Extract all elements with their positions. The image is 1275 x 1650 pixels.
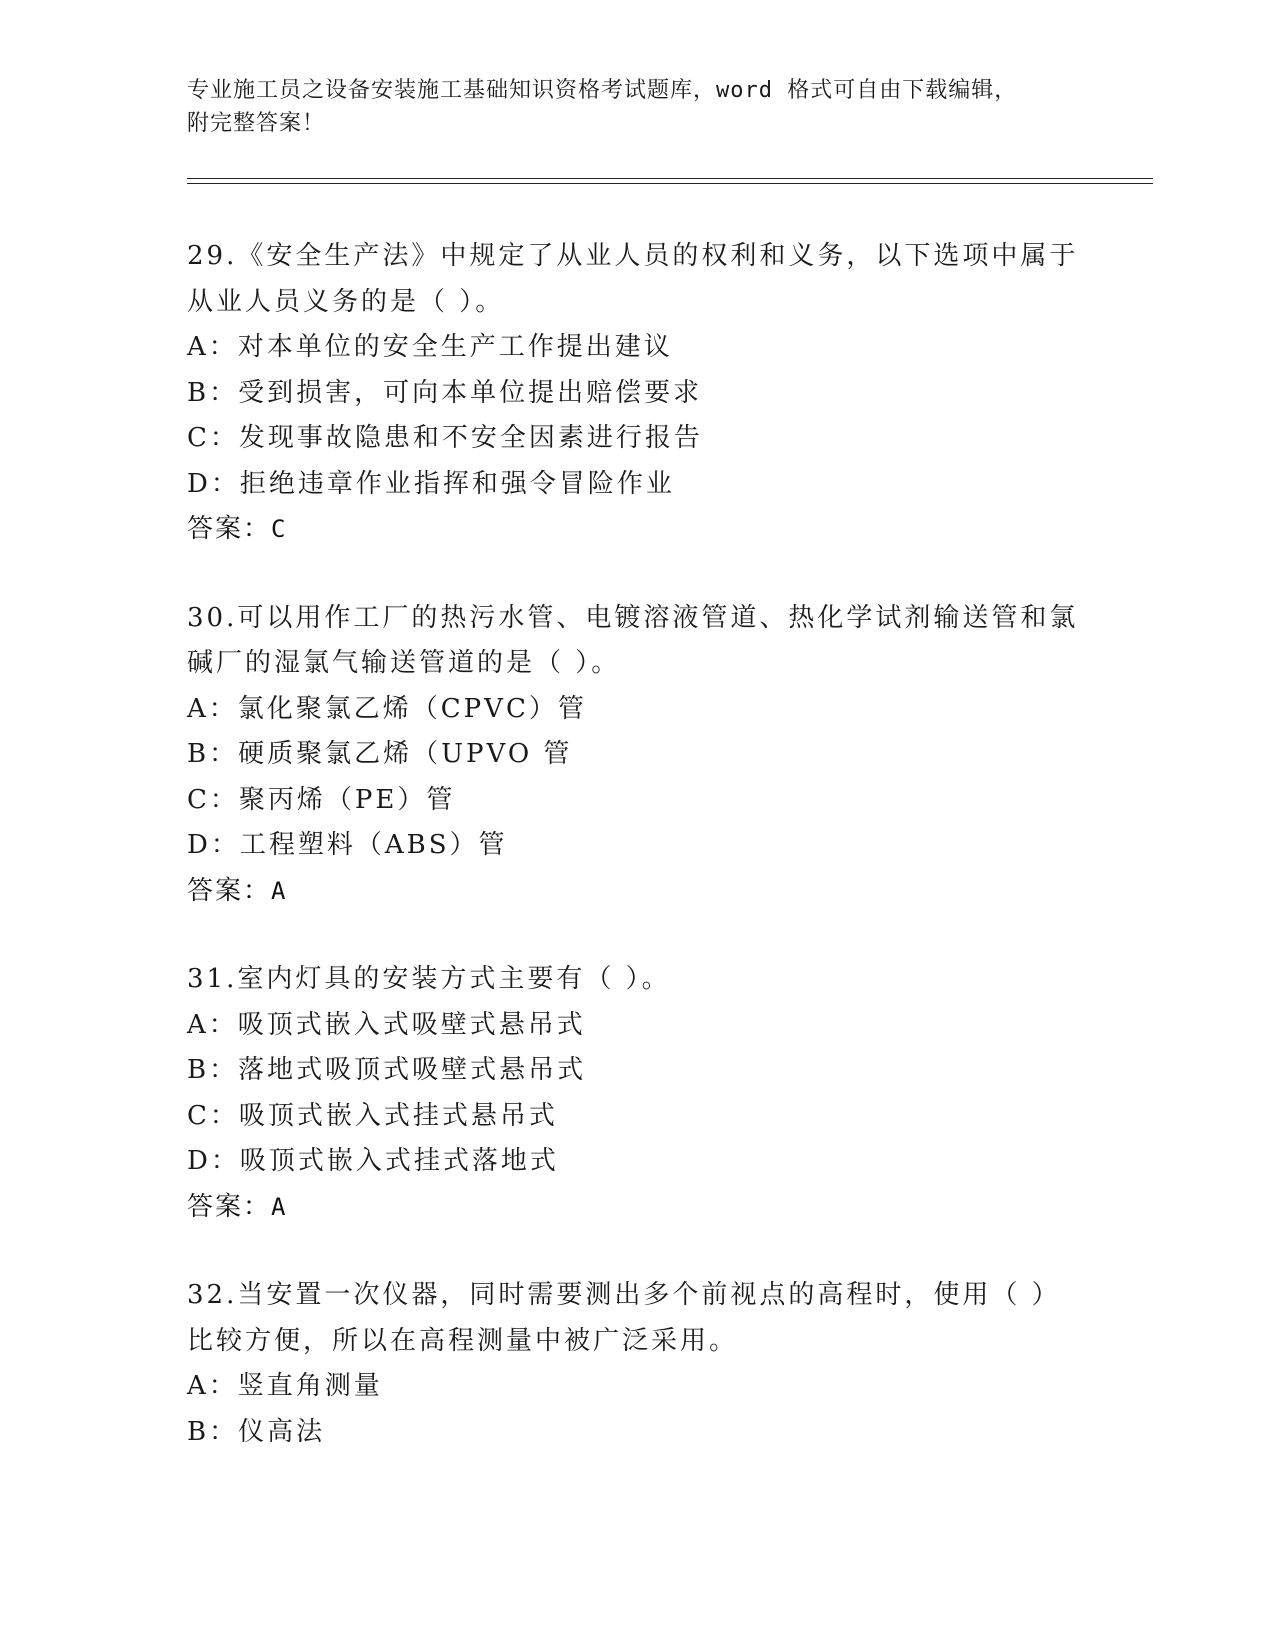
question-32 xyxy=(187,1273,1087,1455)
question-text: 29.《安全生产法》中规定了从业人员的权利和义务，以下选项中属于 xyxy=(187,241,1079,271)
question-30 xyxy=(187,596,1087,915)
option-c: C：发现事故隐患和不安全因素进行报告 xyxy=(187,423,703,453)
answer xyxy=(187,869,1087,915)
answer xyxy=(187,1185,1087,1231)
option-b: B：仪高法 xyxy=(187,1416,326,1447)
question-31 xyxy=(187,957,1087,1230)
header-line: 附完整答案！ xyxy=(187,111,326,136)
question-text: 30.可以用作工厂的热污水管、电镀溶液管道、热化学试剂输送管和氯 xyxy=(187,602,1079,633)
question-text: 比较方便，所以在高程测量中被广泛采用。 xyxy=(187,1325,739,1356)
answer-label: 答案： xyxy=(187,514,272,544)
header-divider xyxy=(187,178,1153,179)
answer-label: 答案： xyxy=(187,1191,272,1222)
answer xyxy=(187,507,1087,553)
answer-value: C xyxy=(271,515,286,543)
answer-label: 答案： xyxy=(187,875,272,906)
option-c: C：聚丙烯（PE）管 xyxy=(187,784,456,815)
question-text: 32.当安置一次仪器，同时需要测出多个前视点的高程时，使用（ ） xyxy=(187,1280,1061,1310)
answer-value: A xyxy=(271,876,286,905)
question-list xyxy=(187,234,1087,1498)
option-c: C：吸顶式嵌入式挂式悬吊式 xyxy=(187,1100,558,1131)
option-d: D：吸顶式嵌入式挂式落地式 xyxy=(187,1146,559,1176)
answer-value: A xyxy=(271,1192,286,1221)
option-a: A：吸顶式嵌入式吸壁式悬吊式 xyxy=(187,1009,586,1040)
question-29 xyxy=(187,234,1087,553)
header-divider xyxy=(187,183,1153,184)
option-b: B：受到损害，可向本单位提出赔偿要求 xyxy=(187,377,703,408)
document-header xyxy=(187,74,1087,140)
option-a: A：对本单位的安全生产工作提出建议 xyxy=(187,332,673,362)
question-text: 31.室内灯具的安装方式主要有（ ）。 xyxy=(187,964,671,994)
option-d: D：工程塑料（ABS）管 xyxy=(187,830,508,860)
option-b: B：落地式吸顶式吸壁式悬吊式 xyxy=(187,1055,587,1085)
header-line: 专业施工员之设备安装施工基础知识资格考试题库，word 格式可自由下载编辑， xyxy=(187,78,1018,103)
option-a: A：氯化聚氯乙烯（CPVC）管 xyxy=(187,693,587,724)
option-b: B：硬质聚氯乙烯（UPVO 管 xyxy=(187,739,573,769)
option-d: D：拒绝违章作业指挥和强令冒险作业 xyxy=(187,468,675,499)
question-text: 从业人员义务的是（ ）。 xyxy=(187,286,505,317)
option-a: A：竖直角测量 xyxy=(187,1371,383,1401)
question-text: 碱厂的湿氯气输送管道的是（ ）。 xyxy=(187,648,621,678)
